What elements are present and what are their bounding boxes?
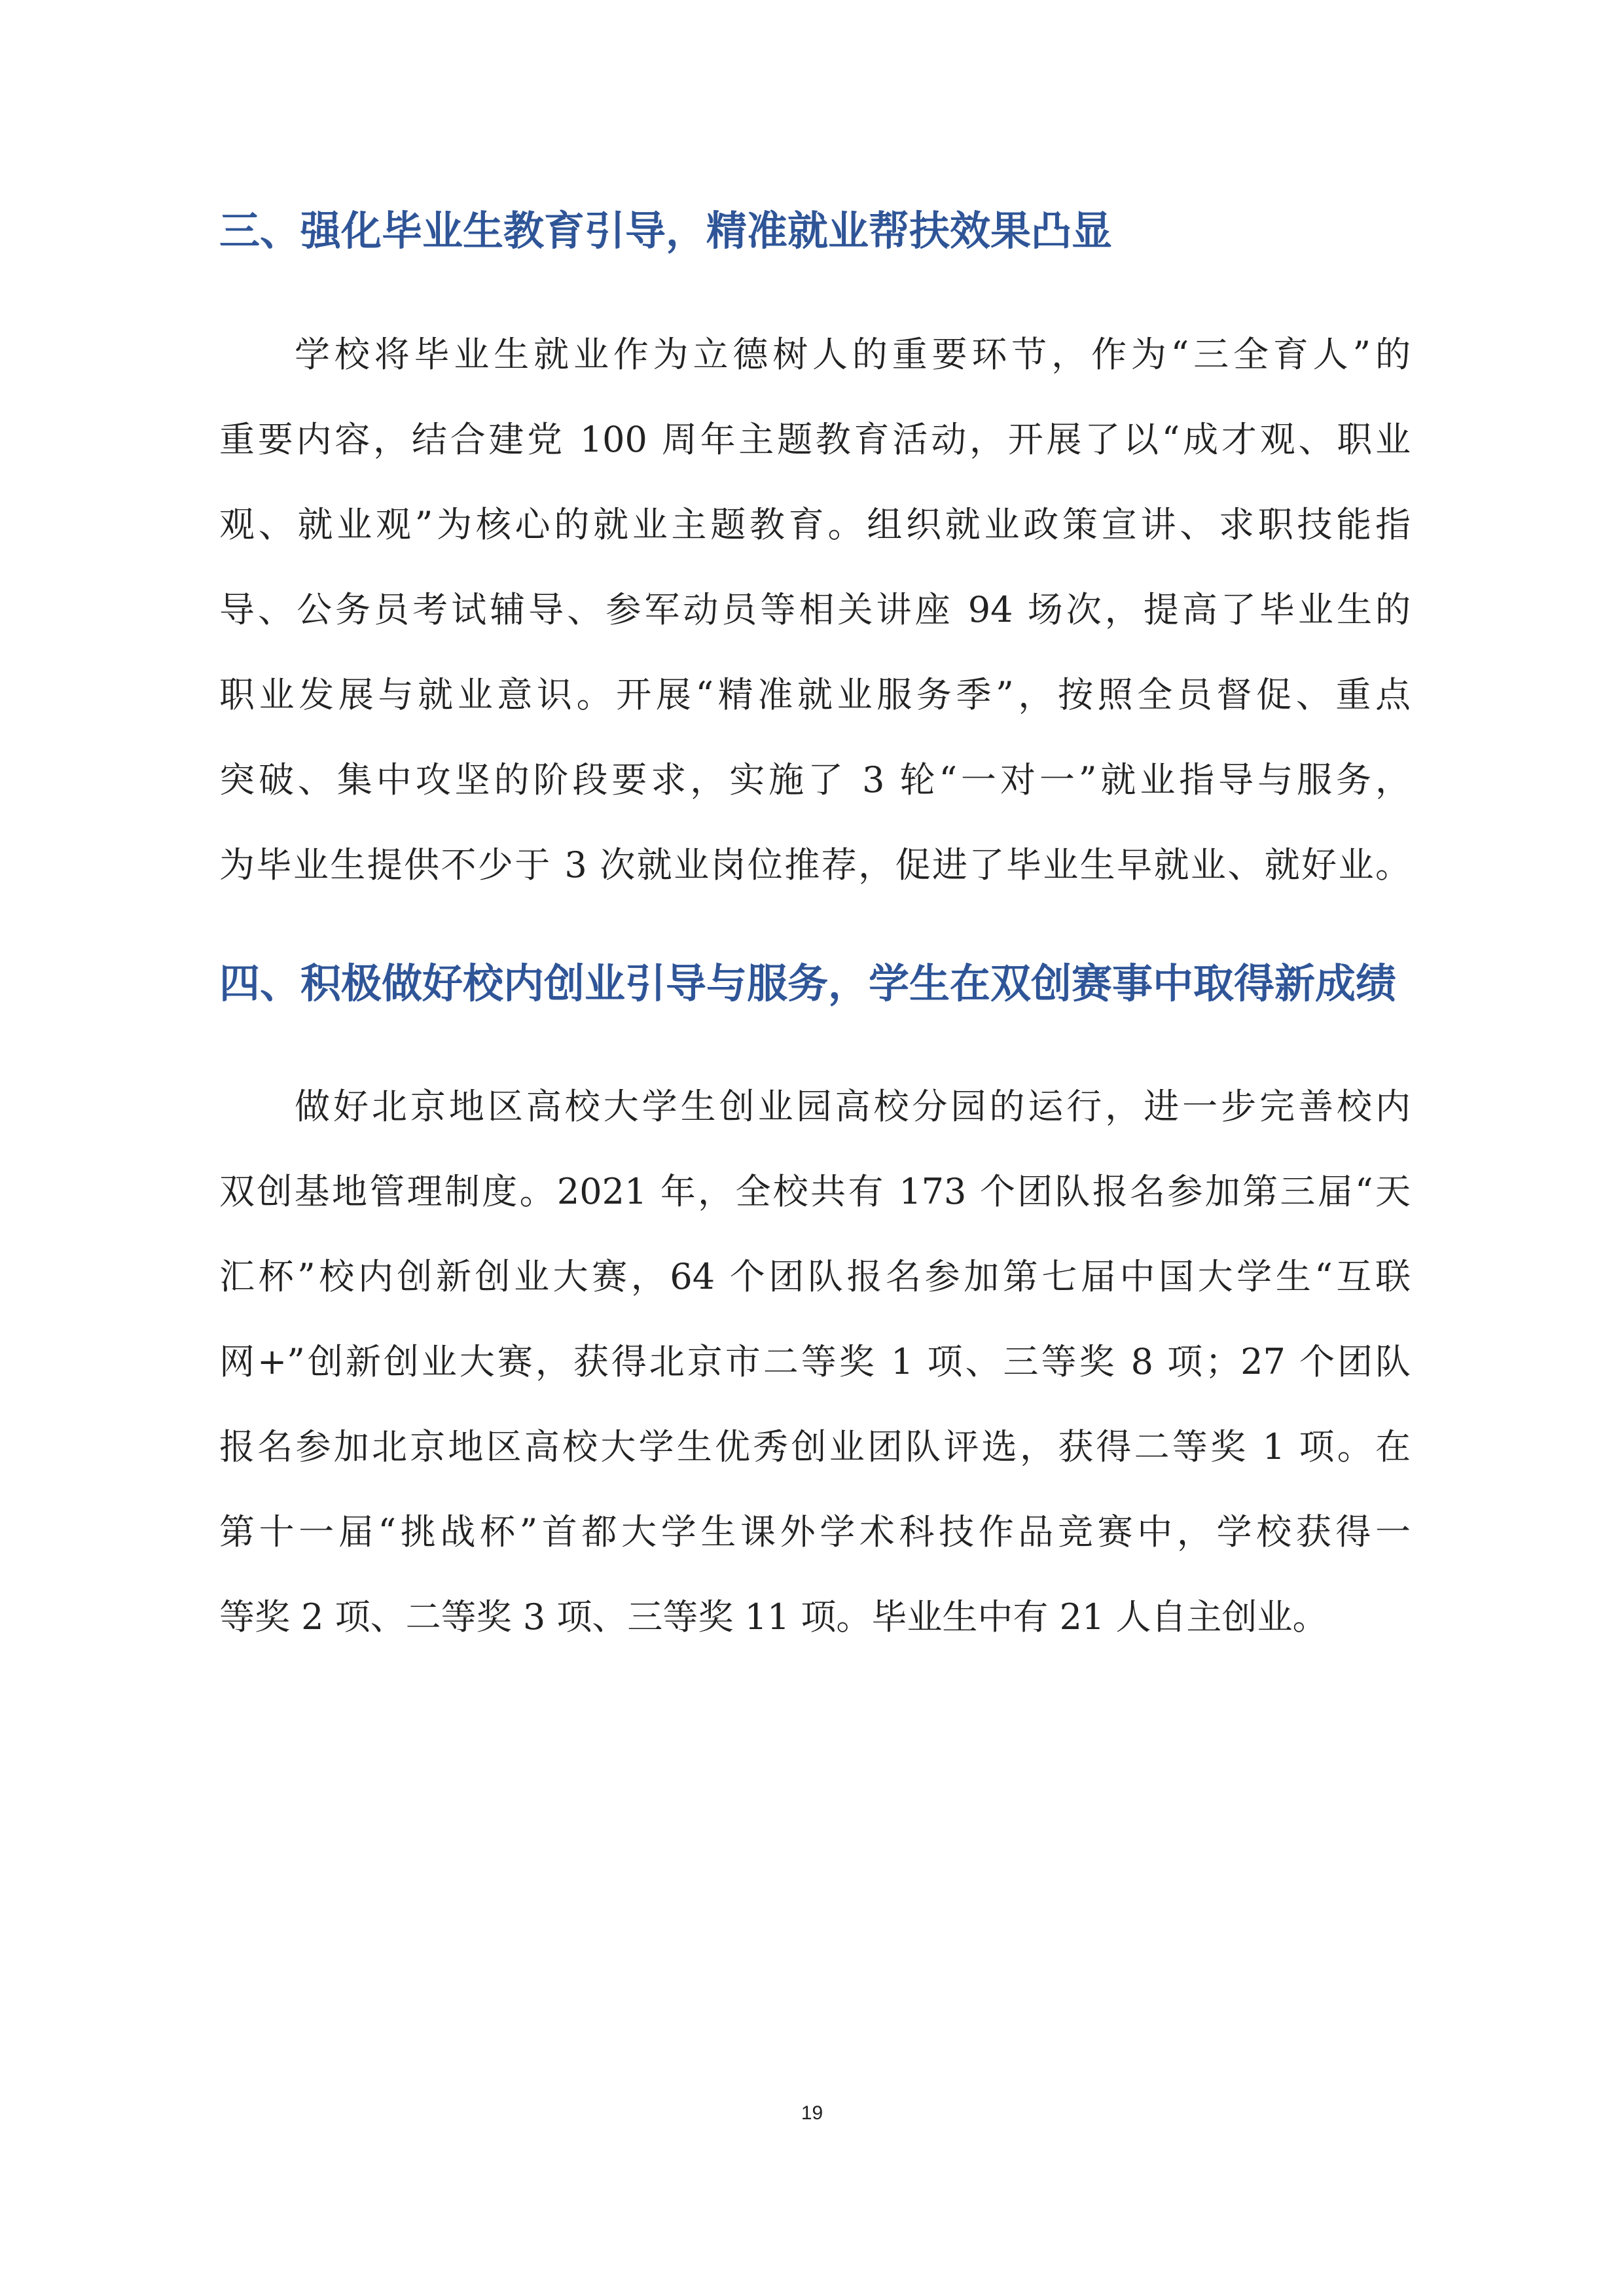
page-number: 19 bbox=[801, 2102, 823, 2124]
paragraph-line: 职业发展与就业意识。开展“精准就业服务季”，按照全员督促、重点 bbox=[219, 674, 1411, 715]
paragraph-line: 导、公务员考试辅导、参军动员等相关讲座 94 场次，提高了毕业生的 bbox=[219, 589, 1411, 630]
section-4-heading: 四、积极做好校内创业引导与服务，学生在双创赛事中取得新成绩 bbox=[219, 960, 1397, 1007]
paragraph-line: 观、就业观”为核心的就业主题教育。组织就业政策宣讲、求职技能指 bbox=[219, 504, 1411, 545]
paragraph-line: 报名参加北京地区高校大学生优秀创业团队评选，获得二等奖 1 项。在 bbox=[219, 1426, 1411, 1467]
section-3-heading: 三、强化毕业生教育引导，精准就业帮扶效果凸显 bbox=[219, 207, 1113, 255]
paragraph-line: 等奖 2 项、二等奖 3 项、三等奖 11 项。毕业生中有 21 人自主创业。 bbox=[219, 1596, 1328, 1638]
paragraph-line: 双创基地管理制度。2021 年，全校共有 173 个团队报名参加第三届“天 bbox=[219, 1171, 1411, 1212]
paragraph-line: 突破、集中攻坚的阶段要求，实施了 3 轮“一对一”就业指导与服务， bbox=[219, 759, 1411, 800]
paragraph-line: 学校将毕业生就业作为立德树人的重要环节，作为“三全育人”的 bbox=[295, 334, 1411, 375]
paragraph-line: 网+”创新创业大赛，获得北京市二等奖 1 项、三等奖 8 项；27 个团队 bbox=[219, 1341, 1411, 1382]
paragraph-line: 为毕业生提供不少于 3 次就业岗位推荐，促进了毕业生早就业、就好业。 bbox=[219, 844, 1411, 886]
paragraph-line: 第十一届“挑战杯”首都大学生课外学术科技作品竞赛中，学校获得一 bbox=[219, 1511, 1411, 1552]
paragraph-line: 汇杯”校内创新创业大赛，64 个团队报名参加第七届中国大学生“互联 bbox=[219, 1256, 1411, 1297]
paragraph-line: 重要内容，结合建党 100 周年主题教育活动，开展了以“成才观、职业 bbox=[219, 419, 1411, 460]
paragraph-line: 做好北京地区高校大学生创业园高校分园的运行，进一步完善校内 bbox=[295, 1086, 1411, 1127]
